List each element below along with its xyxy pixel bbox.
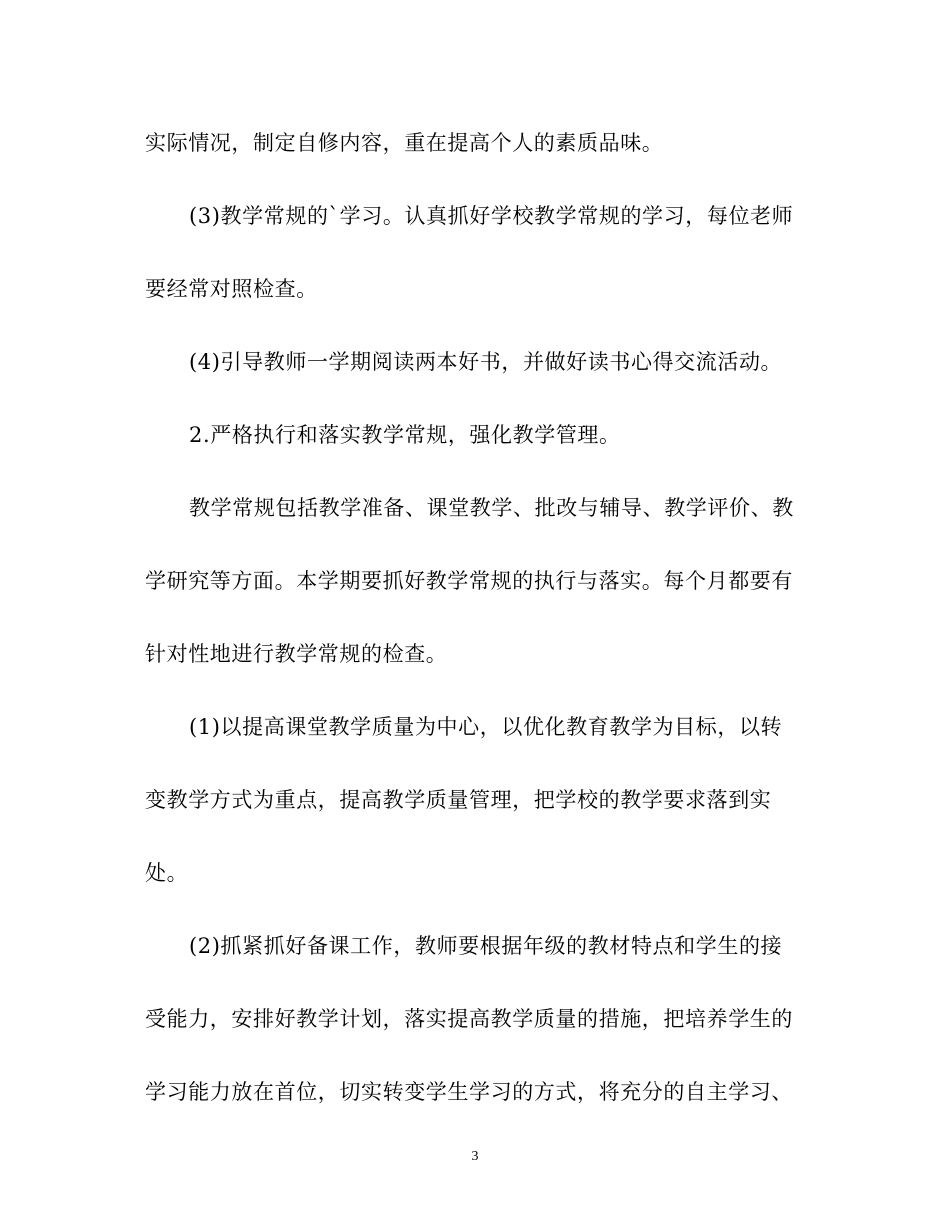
text-line: 要经常对照检查。 (145, 277, 318, 301)
text-line: 处。 (145, 861, 189, 885)
text-line: 实际情况，制定自修内容，重在提高个人的素质品味。 (145, 131, 664, 155)
text-line: (1)以提高课堂教学质量为中心，以优化教育教学为目标，以转 (189, 715, 783, 739)
text-line: 教学常规包括教学准备、课堂教学、批改与辅导、教学评价、教 (189, 496, 794, 520)
text-line: (3)教学常规的`学习。认真抓好学校教学常规的学习，每位老师 (189, 204, 794, 228)
text-line: (2)抓紧抓好备课工作，教师要根据年级的教材特点和学生的接 (189, 934, 783, 958)
text-line: 2.严格执行和落实教学常规，强化教学管理。 (189, 423, 621, 447)
text-line: 针对性地进行教学常规的检查。 (145, 642, 448, 666)
text-line: 受能力，安排好教学计划，落实提高教学质量的措施，把培养学生的 (145, 1007, 793, 1031)
text-line: (4)引导教师一学期阅读两本好书，并做好读书心得交流活动。 (189, 350, 783, 374)
page-number: 3 (471, 1149, 479, 1164)
text-line: 变教学方式为重点，提高教学质量管理，把学校的教学要求落到实 (145, 788, 772, 812)
text-line: 学研究等方面。本学期要抓好教学常规的执行与落实。每个月都要有 (145, 569, 793, 593)
text-line: 学习能力放在首位，切实转变学生学习的方式，将充分的自主学习、 (145, 1080, 793, 1104)
